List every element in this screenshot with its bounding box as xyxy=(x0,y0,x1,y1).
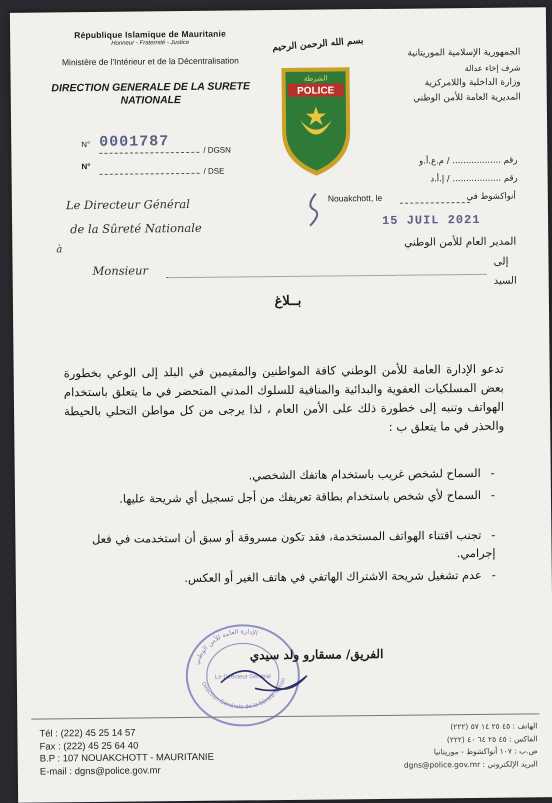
date-stamp: 15 JUIL 2021 xyxy=(382,212,481,228)
document-page xyxy=(10,7,552,803)
bullet-item-2: -السماح لأي شخص باستخدام بطاقة تعريفك من أجل تسجيل أي شريحة عليها. xyxy=(119,487,496,506)
recipient-ila: إلى xyxy=(493,255,509,268)
emblem-top-text: الشرطة xyxy=(303,74,328,83)
arabic-ref-1: رقم .................. / م.ع.أ.و xyxy=(419,155,518,167)
ref-suffix-1: / DGSN xyxy=(203,145,231,155)
footer-bp: B.P : 107 NOUAKCHOTT - MAURITANIE xyxy=(39,751,214,765)
basmala: بسم الله الرحمن الرحيم xyxy=(271,35,364,54)
recipient-a: à xyxy=(56,244,63,256)
footer-email: E-mail : dgns@police.gov.mr xyxy=(39,764,161,778)
stamp-french-text: Direction Générale de la Sûreté Nationale xyxy=(199,677,288,711)
motto: Honneur - Fraternité - Justice xyxy=(111,39,190,47)
recipient-monsieur: Monsieur xyxy=(92,263,149,278)
recipient-sayed: السيد xyxy=(493,275,517,287)
bullet-text-3: تجنب اقتناء الهواتف المستخدمة، فقد تكون مسروقة أو سبق أن استخدمت في فعل إجرامي. xyxy=(92,527,496,561)
footer-tel: Tél : (222) 45 25 14 57 xyxy=(39,727,136,740)
document-title: بــلاغ xyxy=(274,293,302,310)
place-label: Nouakchott, le xyxy=(327,192,383,204)
footer-ar-bp: ص.ب : ١٠٧ أنواكشوط - موريتانيا xyxy=(433,746,538,757)
reference-number: 0001787 xyxy=(99,133,170,151)
footer-ar-tel: الهاتف : ٤٥ ٢٥ ١٤ ٥٧ (٢٢٢) xyxy=(450,721,538,732)
sender-fr-line2: de la Sûreté Nationale xyxy=(70,220,202,237)
republic-name: République Islamique de Mauritanie xyxy=(74,28,227,41)
footer-ar-email: البريد الإلكتروني : dgns@police.gov.mr xyxy=(403,758,538,770)
ref-dotted-line-2 xyxy=(100,173,200,175)
signatory-name: الفريق/ مسقارو ولد سيدي xyxy=(249,646,384,663)
ministry-name: Ministère de l'Intérieur et de la Décentralisation xyxy=(61,55,239,68)
stamp-center-text: Le Directeur Général xyxy=(214,674,271,681)
scribble-mark xyxy=(304,192,324,230)
sender-fr-line1: Le Directeur Général xyxy=(65,196,190,213)
arabic-ref-2: رقم .................. / إ.أ.د xyxy=(430,173,518,185)
place-arabic: أنواكشوط في xyxy=(466,191,516,203)
bullet-text-1: السماح لشخص غريب باستخدام هاتفك الشخصي. xyxy=(248,465,481,483)
ref-label-2: N° xyxy=(81,161,91,172)
recipient-line xyxy=(167,274,487,278)
french-header xyxy=(50,28,251,108)
ref-dotted-line-1 xyxy=(99,152,199,154)
footer-french xyxy=(39,727,214,779)
footer-ar-fax: الفاكس : ٤٥ ٢٥ ٦٤ ٤٠ (٢٢٢) xyxy=(446,733,538,744)
arabic-refs xyxy=(337,152,517,190)
ref-suffix-2: / DSE xyxy=(203,166,225,176)
direction-name: DIRECTION GENERALE DE LA SURETE NATIONALE xyxy=(51,80,250,107)
bullet-item-1: -السماح لشخص غريب باستخدام هاتفك الشخصي. xyxy=(248,465,495,483)
arabic-motto: شرف إخاء عدالة xyxy=(464,63,521,74)
ref-label-1: N° xyxy=(81,139,91,150)
body-paragraph: تدعو الإدارة العامة للأمن الوطني كافة المواطنين والمقيمين في البلد إلى الوعي بخطورة بعض المسلكيات العفوية والبدائية والمنافية للسلوك المدني المتحضر في ما يتعلق باستخدام الهواتف وتنبه إلى خطورة ذلك على الأمن العام ، لذا يرجى من كل مواطن التحلي بالحيطة والحذر في ما يتعلق ب : xyxy=(63,361,505,434)
footer-arabic xyxy=(403,720,537,771)
stamp-arabic-text: الإدارة العامة للأمن الوطني xyxy=(192,627,259,666)
footer-fax: Fax : (222) 45 25 64 40 xyxy=(39,740,139,753)
bullet-text-4: عدم تشغيل شريحة الاشتراك الهاتفي في هاتف الغير أو العكس. xyxy=(184,567,482,586)
emblem-label: POLICE xyxy=(297,85,335,97)
bullet-item-4: -عدم تشغيل شريحة الاشتراك الهاتفي في هاتف الغير أو العكس. xyxy=(184,567,496,586)
sender-arabic: المدير العام للأمن الوطني xyxy=(404,235,517,249)
arabic-direction: المديرية العامة للأمن الوطني xyxy=(413,92,521,104)
arabic-header xyxy=(350,45,521,107)
bullet-item-3: -تجنب اقتناء الهواتف المستخدمة، فقد تكون مسروقة أو سبق أن استخدمت في فعل إجرامي. xyxy=(92,527,496,561)
date-line xyxy=(400,202,470,204)
handwritten-signature-icon xyxy=(215,662,325,703)
bullet-text-2: السماح لأي شخص باستخدام بطاقة تعريفك من أجل تسجيل أي شريحة عليها. xyxy=(119,487,482,506)
arabic-republic: الجمهورية الإسلامية الموريتانية xyxy=(407,47,521,59)
arabic-ministry: وزارة الداخلية واللامركزية xyxy=(424,77,521,89)
